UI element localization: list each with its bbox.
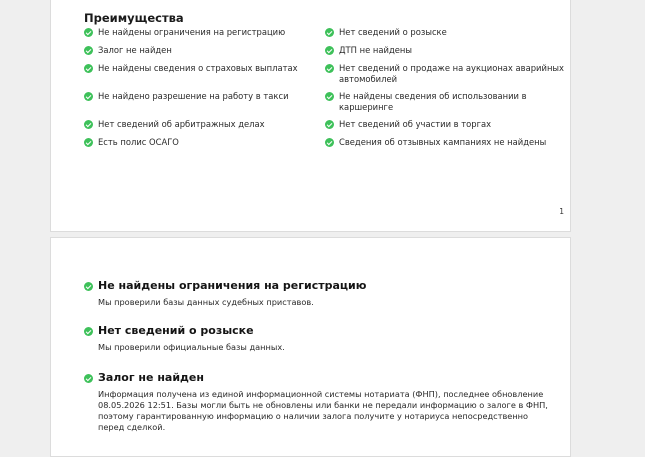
advantage-label: Залог не найден: [98, 45, 172, 55]
advantage-label: Сведения об отзывных кампаниях не найдены: [339, 137, 547, 147]
check-circle-icon: [84, 282, 93, 291]
section-description: Информация получена из единой информационной системы нотариата (ФНП), последнее обновление 08.05.2026 12:51. Базы могли быть не обновлены или банки не передали информацию о залоге в ФНП, поэтому гарантированную информацию о наличии залога получите у нотариуса непосредственно перед сделкой.: [98, 389, 548, 432]
advantage-item: [84, 63, 328, 74]
advantage-label: Нет сведений о продаже на аукционах аварийных автомобилей: [339, 63, 564, 84]
advantage-item: [84, 91, 328, 102]
advantage-label: Не найдены сведения об использовании в каршеринге: [339, 91, 527, 112]
section-title-text: Залог не найден: [98, 371, 204, 384]
advantage-label: Не найдено разрешение на работу в такси: [98, 91, 289, 101]
advantage-item: [325, 119, 574, 130]
check-circle-icon: [84, 46, 93, 55]
advantage-item: [84, 45, 328, 56]
check-circle-icon: [325, 28, 334, 37]
advantage-label: Нет сведений о розыске: [339, 27, 447, 37]
check-section: [84, 324, 544, 353]
advantage-item: [84, 27, 328, 38]
page-number: 1: [559, 207, 564, 216]
advantage-item: [325, 45, 574, 56]
section-title-text: Не найдены ограничения на регистрацию: [98, 279, 367, 292]
check-circle-icon: [84, 327, 93, 336]
check-circle-icon: [84, 120, 93, 129]
advantage-item: [325, 137, 574, 148]
advantage-label: Не найдены ограничения на регистрацию: [98, 27, 286, 37]
report-page-1: [50, 0, 571, 232]
check-circle-icon: [325, 138, 334, 147]
check-circle-icon: [325, 46, 334, 55]
check-circle-icon: [325, 120, 334, 129]
advantage-item: [325, 91, 539, 113]
check-circle-icon: [325, 64, 334, 73]
advantage-item: [325, 63, 574, 85]
check-circle-icon: [84, 64, 93, 73]
advantage-item: [84, 137, 328, 148]
advantage-item: [84, 119, 328, 130]
section-description: Мы проверили официальные базы данных.: [98, 342, 285, 352]
check-section: [84, 371, 548, 433]
advantage-label: Есть полис ОСАГО: [98, 137, 179, 147]
section-title-text: Нет сведений о розыске: [98, 324, 254, 337]
report-page-2: [50, 237, 571, 457]
advantage-label: Нет сведений об арбитражных делах: [98, 119, 265, 129]
advantage-label: ДТП не найдены: [339, 45, 412, 55]
section-title: [84, 371, 544, 385]
section-title: [84, 324, 544, 338]
section-title: [84, 279, 544, 293]
check-circle-icon: [325, 92, 334, 101]
advantages-title: Преимущества: [84, 11, 184, 25]
check-circle-icon: [84, 92, 93, 101]
advantage-label: Не найдены сведения о страховых выплатах: [98, 63, 298, 73]
check-circle-icon: [84, 138, 93, 147]
advantage-item: [325, 27, 574, 38]
advantage-label: Нет сведений об участии в торгах: [339, 119, 492, 129]
check-section: [84, 279, 544, 308]
check-circle-icon: [84, 28, 93, 37]
section-description: Мы проверили базы данных судебных приставов.: [98, 297, 314, 307]
check-circle-icon: [84, 374, 93, 383]
